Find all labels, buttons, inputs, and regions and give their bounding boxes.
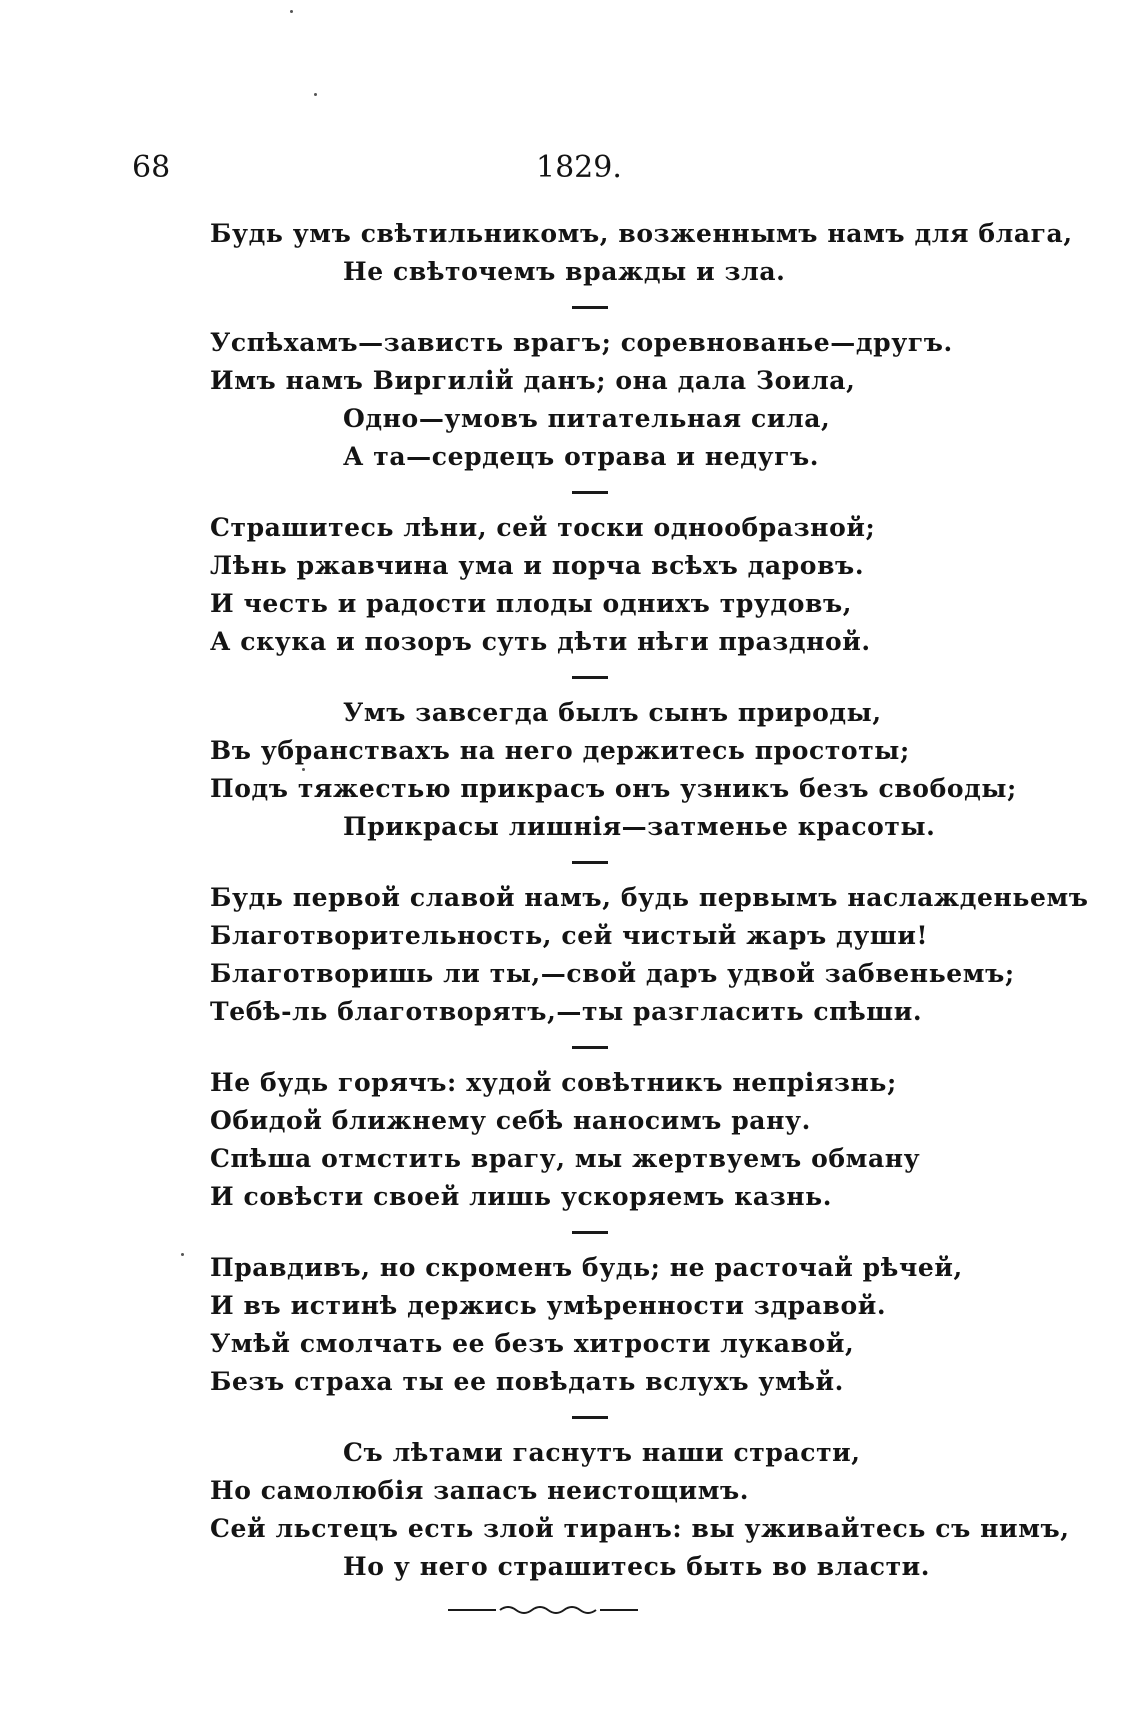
verse-line: А та—сердецъ отрава и недугъ.	[343, 442, 820, 471]
stanza	[210, 879, 1089, 1031]
page-number: 68	[132, 150, 171, 185]
verse-line: Тебѣ-ль благотворятъ,—ты разгласить спѣши.	[210, 997, 923, 1026]
verse-line: Будь первой славой намъ, будь первымъ наслажденьемъ	[210, 883, 1089, 912]
verse-line: Не свѣточемъ вражды и зла.	[343, 257, 786, 286]
verse-line: Но у него страшитесь быть во власти.	[343, 1552, 931, 1581]
stanza	[210, 1434, 1070, 1586]
verse-line: Спѣша отмстить врагу, мы жертвуемъ обману	[210, 1144, 921, 1173]
verse-line: Съ лѣтами гаснутъ наши страсти,	[343, 1438, 861, 1467]
verse-line: Умѣй смолчать ее безъ хитрости лукавой,	[210, 1329, 855, 1358]
verse-line: Правдивъ, но скроменъ будь; не расточай рѣчей,	[210, 1253, 963, 1282]
verse-line: Благотворительность, сей чистый жаръ души!	[210, 921, 929, 950]
verse-line: И честь и радости плоды однихъ трудовъ,	[210, 589, 853, 618]
stanza	[210, 324, 1010, 476]
verse-line: Умъ завсегда былъ сынъ природы,	[343, 698, 882, 727]
stanza	[210, 694, 1017, 846]
verse-line: Безъ страха ты ее повѣдать вслухъ умѣй.	[210, 1367, 844, 1396]
verse-line: Страшитесь лѣни, сей тоски однообразной;	[210, 513, 876, 542]
stanza-divider	[572, 306, 608, 309]
stanza	[210, 1064, 1010, 1216]
verse-line: Лѣнь ржавчина ума и порча всѣхъ даровъ.	[210, 551, 865, 580]
stanza	[210, 1249, 1010, 1401]
stanza-divider	[572, 861, 608, 864]
verse-line: И въ истинѣ держись умѣренности здравой.	[210, 1291, 887, 1320]
stanza-divider	[572, 1231, 608, 1234]
stanza-divider	[572, 1416, 608, 1419]
verse-line: Прикрасы лишнія—затменье красоты.	[343, 812, 936, 841]
verse-line: И совѣсти своей лишь ускоряемъ казнь.	[210, 1182, 833, 1211]
verse-line: Имъ намъ Виргилій данъ; она дала Зоила,	[210, 366, 856, 395]
verse-line: Успѣхамъ—зависть врагъ; соревнованье—другъ.	[210, 328, 953, 357]
speck	[181, 1253, 184, 1256]
poem-body	[210, 215, 1089, 1623]
page-header	[0, 150, 1140, 190]
verse-line: Обидой ближнему себѣ наносимъ рану.	[210, 1106, 811, 1135]
verse-line: А скука и позоръ суть дѣти нѣги праздной.	[210, 627, 871, 656]
verse-line: Но самолюбія запасъ неистощимъ.	[210, 1476, 750, 1505]
verse-line: Сей льстецъ есть злой тиранъ: вы уживайтесь съ нимъ,	[210, 1514, 1070, 1543]
stanza-divider	[572, 1046, 608, 1049]
verse-line: Одно—умовъ питательная сила,	[343, 404, 831, 433]
running-title-year: 1829.	[536, 150, 622, 185]
end-ornament	[210, 1598, 1010, 1623]
stanza	[210, 509, 1010, 661]
speck	[314, 93, 317, 96]
verse-line: Благотворишь ли ты,—свой даръ удвой забвеньемъ;	[210, 959, 1015, 988]
verse-line: Не будь горячъ: худой совѣтникъ непріязнь;	[210, 1068, 897, 1097]
stanza-divider	[572, 676, 608, 679]
stanza	[210, 215, 1073, 291]
speck	[290, 10, 293, 13]
verse-line: Въ убранствахъ на него держитесь простоты;	[210, 736, 910, 765]
verse-line: Будь умъ свѣтильникомъ, возженнымъ намъ для блага,	[210, 219, 1073, 248]
verse-line: Подъ тяжестью прикрасъ онъ узникъ безъ свободы;	[210, 774, 1017, 803]
stanza-divider	[572, 491, 608, 494]
